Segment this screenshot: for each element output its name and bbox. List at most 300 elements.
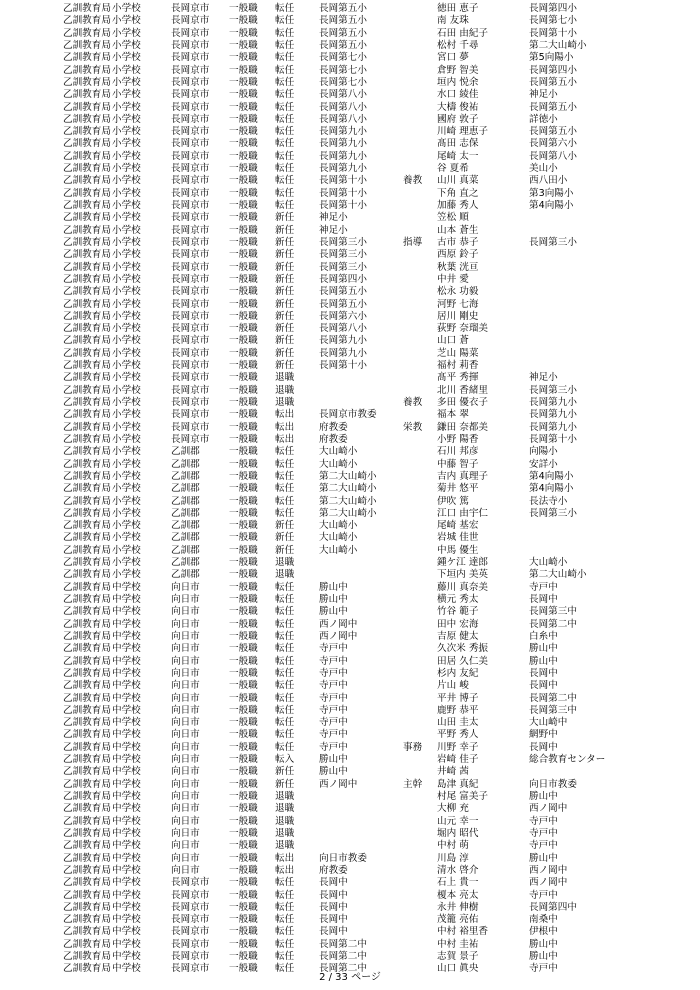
cell-name: 山口 蒼	[437, 335, 469, 347]
cell-job-class: 一般職	[229, 200, 258, 211]
cell-role: 事務	[403, 741, 423, 753]
cell-bureau: 乙訓教育局	[63, 606, 111, 618]
cell-new-school: 長岡第二中	[319, 963, 367, 975]
cell-bureau: 乙訓教育局	[63, 335, 111, 347]
cell-new-school: 勝山中	[319, 594, 348, 605]
cell-change-type: 転任	[275, 581, 295, 593]
cell-school-type: 中学校	[112, 630, 141, 642]
table-row	[0, 643, 700, 655]
table-row	[0, 249, 700, 261]
table-row	[0, 840, 700, 852]
cell-school-type: 中学校	[112, 766, 141, 778]
cell-new-school: 長岡第三小	[319, 236, 367, 248]
cell-job-class: 一般職	[229, 914, 258, 926]
cell-school-type: 中学校	[112, 680, 141, 692]
cell-municipality: 長岡京市	[171, 323, 210, 335]
table-row	[0, 446, 700, 458]
cell-change-type: 退職	[275, 815, 295, 827]
cell-change-type: 新任	[275, 298, 295, 310]
cell-municipality: 向日市	[171, 815, 200, 827]
cell-job-class: 一般職	[229, 15, 258, 27]
cell-name: 下角 直之	[437, 187, 479, 199]
table-row	[0, 348, 700, 360]
cell-previous-school: 長岡第三小	[529, 384, 577, 396]
cell-job-class: 一般職	[229, 126, 258, 138]
table-row	[0, 28, 700, 40]
cell-change-type: 新任	[275, 323, 295, 335]
cell-municipality: 向日市	[171, 827, 200, 839]
cell-new-school: 府教委	[319, 433, 348, 445]
cell-role: 養教	[403, 175, 423, 187]
table-row	[0, 729, 700, 741]
cell-change-type: 転任	[275, 483, 295, 495]
cell-municipality: 長岡京市	[171, 3, 210, 14]
cell-previous-school: 長法寺小	[529, 495, 568, 507]
cell-school-type: 小学校	[112, 150, 141, 162]
cell-job-class: 一般職	[229, 520, 258, 532]
cell-change-type: 新任	[275, 286, 295, 298]
cell-bureau: 乙訓教育局	[63, 692, 111, 704]
cell-previous-school: 伊根中	[529, 926, 558, 938]
cell-bureau: 乙訓教育局	[63, 594, 111, 605]
cell-role: 主幹	[403, 778, 423, 790]
cell-bureau: 乙訓教育局	[63, 261, 111, 273]
cell-school-type: 小学校	[112, 397, 141, 408]
cell-change-type: 転任	[275, 200, 295, 211]
cell-previous-school: 勝山中	[529, 655, 558, 667]
cell-new-school: 長岡第八小	[319, 323, 367, 335]
cell-municipality: 向日市	[171, 803, 200, 815]
cell-municipality: 長岡京市	[171, 963, 210, 975]
cell-previous-school: 総合教育センター	[529, 754, 606, 766]
cell-job-class: 一般職	[229, 150, 258, 162]
cell-role: 養教	[403, 397, 423, 408]
cell-name: 谷 夏希	[437, 163, 469, 175]
cell-new-school: 長岡第二中	[319, 938, 367, 950]
cell-bureau: 乙訓教育局	[63, 889, 111, 901]
cell-municipality: 長岡京市	[171, 224, 210, 236]
cell-job-class: 一般職	[229, 630, 258, 642]
page-number: 2 / 33 ページ	[319, 972, 381, 983]
personnel-table	[0, 3, 700, 976]
cell-job-class: 一般職	[229, 544, 258, 556]
cell-previous-school: 長岡第三中	[529, 606, 577, 618]
cell-job-class: 一般職	[229, 175, 258, 187]
cell-name: 江口 由宇仁	[437, 507, 489, 519]
cell-municipality: 長岡京市	[171, 52, 210, 64]
cell-name: 大柳 充	[437, 803, 469, 815]
cell-bureau: 乙訓教育局	[63, 187, 111, 199]
cell-municipality: 向日市	[171, 655, 200, 667]
cell-previous-school: 寺戸中	[529, 581, 558, 593]
cell-previous-school: 長岡第二中	[529, 692, 577, 704]
cell-bureau: 乙訓教育局	[63, 741, 111, 753]
cell-job-class: 一般職	[229, 643, 258, 655]
cell-change-type: 転任	[275, 89, 295, 101]
cell-previous-school: 長岡第九小	[529, 409, 577, 421]
cell-school-type: 中学校	[112, 594, 141, 605]
cell-previous-school: 寺戸中	[529, 815, 558, 827]
cell-change-type: 退職	[275, 397, 295, 408]
table-row	[0, 569, 700, 581]
table-row	[0, 914, 700, 926]
table-row	[0, 557, 700, 569]
cell-name: 山川 真菜	[437, 175, 479, 187]
cell-new-school: 長岡第十小	[319, 360, 367, 372]
cell-change-type: 転任	[275, 704, 295, 716]
cell-job-class: 一般職	[229, 840, 258, 852]
cell-change-type: 転任	[275, 667, 295, 679]
cell-school-type: 小学校	[112, 15, 141, 27]
table-row	[0, 409, 700, 421]
cell-municipality: 乙訓郡	[171, 446, 200, 458]
table-row	[0, 372, 700, 384]
cell-municipality: 長岡京市	[171, 126, 210, 138]
cell-job-class: 一般職	[229, 347, 258, 359]
cell-name: 岩城 佳世	[437, 532, 479, 544]
cell-bureau: 乙訓教育局	[63, 618, 111, 630]
cell-bureau: 乙訓教育局	[63, 236, 111, 248]
cell-name: 中村 圭祐	[437, 938, 479, 950]
cell-new-school: 寺戸中	[319, 655, 348, 667]
cell-job-class: 一般職	[229, 470, 258, 482]
cell-change-type: 転任	[275, 3, 295, 14]
table-row	[0, 188, 700, 200]
cell-previous-school: 第二大山崎小	[529, 569, 587, 581]
cell-municipality: 乙訓郡	[171, 507, 200, 519]
cell-school-type: 小学校	[112, 372, 141, 384]
cell-new-school: 長岡京市教委	[319, 409, 377, 421]
cell-name: 髙平 秀揮	[437, 372, 479, 384]
table-row	[0, 828, 700, 840]
cell-job-class: 一般職	[229, 507, 258, 519]
cell-school-type: 中学校	[112, 754, 141, 766]
cell-job-class: 一般職	[229, 421, 258, 433]
cell-bureau: 乙訓教育局	[63, 581, 111, 593]
cell-job-class: 一般職	[229, 113, 258, 125]
cell-bureau: 乙訓教育局	[63, 138, 111, 150]
table-row	[0, 102, 700, 114]
table-row	[0, 582, 700, 594]
cell-name: 芝山 陽菜	[437, 347, 479, 359]
cell-bureau: 乙訓教育局	[63, 212, 111, 224]
cell-change-type: 転任	[275, 52, 295, 64]
cell-new-school: 長岡中	[319, 901, 348, 913]
cell-job-class: 一般職	[229, 458, 258, 470]
cell-previous-school: 長岡第十小	[529, 433, 577, 445]
cell-new-school: 西ノ岡中	[319, 778, 358, 790]
cell-change-type: 退職	[275, 840, 295, 852]
table-row	[0, 865, 700, 877]
cell-municipality: 長岡京市	[171, 76, 210, 88]
cell-job-class: 一般職	[229, 557, 258, 569]
cell-job-class: 一般職	[229, 298, 258, 310]
cell-change-type: 転任	[275, 889, 295, 901]
cell-change-type: 転任	[275, 741, 295, 753]
table-row	[0, 459, 700, 471]
cell-previous-school: 第3向陽小	[529, 187, 574, 199]
cell-change-type: 退職	[275, 827, 295, 839]
cell-job-class: 一般職	[229, 803, 258, 815]
cell-bureau: 乙訓教育局	[63, 64, 111, 76]
table-row	[0, 606, 700, 618]
cell-municipality: 乙訓郡	[171, 495, 200, 507]
cell-job-class: 一般職	[229, 138, 258, 150]
cell-school-type: 中学校	[112, 938, 141, 950]
cell-change-type: 転任	[275, 187, 295, 199]
cell-municipality: 長岡京市	[171, 249, 210, 261]
cell-name: 山本 蒼生	[437, 224, 479, 236]
cell-name: 古市 恭子	[437, 236, 479, 248]
cell-job-class: 一般職	[229, 101, 258, 113]
cell-municipality: 長岡京市	[171, 89, 210, 101]
cell-change-type: 転出	[275, 421, 295, 433]
cell-name: 川野 幸子	[437, 741, 479, 753]
cell-change-type: 転任	[275, 76, 295, 88]
cell-job-class: 一般職	[229, 667, 258, 679]
cell-bureau: 乙訓教育局	[63, 778, 111, 790]
cell-municipality: 長岡京市	[171, 421, 210, 433]
table-row	[0, 323, 700, 335]
table-row	[0, 926, 700, 938]
cell-change-type: 新任	[275, 236, 295, 248]
cell-change-type: 転任	[275, 113, 295, 125]
cell-municipality: 長岡京市	[171, 914, 210, 926]
cell-municipality: 乙訓郡	[171, 532, 200, 544]
cell-new-school: 長岡第五小	[319, 3, 367, 14]
cell-change-type: 転任	[275, 877, 295, 889]
cell-previous-school: 長岡第八小	[529, 150, 577, 162]
cell-bureau: 乙訓教育局	[63, 569, 111, 581]
cell-new-school: 長岡中	[319, 889, 348, 901]
cell-name: 石川 邦彦	[437, 446, 479, 458]
cell-bureau: 乙訓教育局	[63, 667, 111, 679]
cell-previous-school: 第5向陽小	[529, 52, 574, 64]
cell-municipality: 長岡京市	[171, 298, 210, 310]
cell-school-type: 中学校	[112, 643, 141, 655]
cell-change-type: 転出	[275, 409, 295, 421]
cell-school-type: 小学校	[112, 557, 141, 569]
cell-previous-school: 長岡第九小	[529, 421, 577, 433]
cell-previous-school: 勝山中	[529, 643, 558, 655]
table-row	[0, 742, 700, 754]
cell-name: 南 友珠	[437, 15, 469, 27]
cell-bureau: 乙訓教育局	[63, 384, 111, 396]
cell-new-school: 神足小	[319, 212, 348, 224]
cell-bureau: 乙訓教育局	[63, 200, 111, 211]
cell-bureau: 乙訓教育局	[63, 310, 111, 322]
table-row	[0, 705, 700, 717]
cell-school-type: 小学校	[112, 126, 141, 138]
cell-municipality: 長岡京市	[171, 39, 210, 51]
cell-name: 中井 愛	[437, 273, 469, 285]
cell-bureau: 乙訓教育局	[63, 643, 111, 655]
cell-school-type: 小学校	[112, 347, 141, 359]
cell-previous-school: 西ノ岡中	[529, 877, 568, 889]
cell-school-type: 小学校	[112, 409, 141, 421]
cell-previous-school: 寺戸中	[529, 827, 558, 839]
cell-change-type: 転任	[275, 126, 295, 138]
cell-previous-school: 寺戸中	[529, 963, 558, 975]
cell-municipality: 長岡京市	[171, 926, 210, 938]
cell-school-type: 中学校	[112, 717, 141, 729]
cell-new-school: 長岡第九小	[319, 335, 367, 347]
cell-job-class: 一般職	[229, 39, 258, 51]
cell-name: 山口 眞央	[437, 963, 479, 975]
cell-change-type: 新任	[275, 273, 295, 285]
cell-change-type: 転任	[275, 458, 295, 470]
cell-municipality: 長岡京市	[171, 938, 210, 950]
cell-school-type: 中学校	[112, 852, 141, 864]
cell-new-school: 寺戸中	[319, 692, 348, 704]
cell-school-type: 小学校	[112, 27, 141, 39]
table-row	[0, 668, 700, 680]
cell-name: 水口 綾佳	[437, 89, 479, 101]
cell-bureau: 乙訓教育局	[63, 754, 111, 766]
cell-job-class: 一般職	[229, 446, 258, 458]
cell-municipality: 長岡京市	[171, 163, 210, 175]
cell-name: 島津 真紀	[437, 778, 479, 790]
cell-municipality: 長岡京市	[171, 360, 210, 372]
cell-municipality: 向日市	[171, 667, 200, 679]
table-row	[0, 816, 700, 828]
cell-previous-school: 寺戸中	[529, 840, 558, 852]
cell-change-type: 転任	[275, 64, 295, 76]
cell-new-school: 長岡第三小	[319, 249, 367, 261]
cell-bureau: 乙訓教育局	[63, 914, 111, 926]
table-row	[0, 471, 700, 483]
cell-school-type: 小学校	[112, 212, 141, 224]
cell-change-type: 転入	[275, 754, 295, 766]
cell-role: 指導	[403, 236, 423, 248]
cell-bureau: 乙訓教育局	[63, 557, 111, 569]
table-row	[0, 15, 700, 27]
cell-municipality: 長岡京市	[171, 877, 210, 889]
cell-bureau: 乙訓教育局	[63, 76, 111, 88]
cell-change-type: 転任	[275, 951, 295, 963]
cell-bureau: 乙訓教育局	[63, 655, 111, 667]
cell-new-school: 府教委	[319, 421, 348, 433]
cell-bureau: 乙訓教育局	[63, 113, 111, 125]
cell-bureau: 乙訓教育局	[63, 951, 111, 963]
cell-change-type: 転任	[275, 618, 295, 630]
cell-bureau: 乙訓教育局	[63, 901, 111, 913]
cell-job-class: 一般職	[229, 889, 258, 901]
cell-bureau: 乙訓教育局	[63, 446, 111, 458]
cell-school-type: 小学校	[112, 446, 141, 458]
cell-municipality: 乙訓郡	[171, 569, 200, 581]
cell-job-class: 一般職	[229, 926, 258, 938]
cell-new-school: 寺戸中	[319, 729, 348, 741]
cell-previous-school: 安詳小	[529, 458, 558, 470]
table-row	[0, 754, 700, 766]
cell-municipality: 乙訓郡	[171, 483, 200, 495]
cell-name: 鎌田 奈都美	[437, 421, 489, 433]
cell-name: 居川 剛史	[437, 310, 479, 322]
cell-new-school: 神足小	[319, 224, 348, 236]
cell-school-type: 中学校	[112, 581, 141, 593]
cell-new-school: 大山崎小	[319, 446, 358, 458]
cell-new-school: 長岡第九小	[319, 150, 367, 162]
cell-municipality: 長岡京市	[171, 273, 210, 285]
table-row	[0, 237, 700, 249]
cell-school-type: 小学校	[112, 64, 141, 76]
cell-bureau: 乙訓教育局	[63, 840, 111, 852]
cell-name: 石田 由紀子	[437, 27, 489, 39]
cell-change-type: 新任	[275, 532, 295, 544]
cell-name: 吉原 健太	[437, 630, 479, 642]
cell-name: 井崎 茜	[437, 766, 469, 778]
cell-change-type: 転任	[275, 446, 295, 458]
cell-municipality: 長岡京市	[171, 384, 210, 396]
cell-new-school: 勝山中	[319, 754, 348, 766]
cell-previous-school: 長岡第二中	[529, 618, 577, 630]
table-row	[0, 262, 700, 274]
cell-municipality: 長岡京市	[171, 236, 210, 248]
cell-municipality: 長岡京市	[171, 15, 210, 27]
cell-job-class: 一般職	[229, 76, 258, 88]
cell-school-type: 小学校	[112, 520, 141, 532]
cell-name: 笠松 順	[437, 212, 469, 224]
table-row	[0, 890, 700, 902]
cell-previous-school: 長岡中	[529, 594, 558, 605]
cell-municipality: 長岡京市	[171, 101, 210, 113]
cell-new-school: 大山崎小	[319, 458, 358, 470]
cell-school-type: 中学校	[112, 803, 141, 815]
cell-school-type: 小学校	[112, 360, 141, 372]
cell-name: 加藤 秀人	[437, 200, 479, 211]
cell-change-type: 転任	[275, 655, 295, 667]
cell-change-type: 転任	[275, 729, 295, 741]
cell-bureau: 乙訓教育局	[63, 544, 111, 556]
cell-bureau: 乙訓教育局	[63, 101, 111, 113]
cell-new-school: 長岡第三小	[319, 261, 367, 273]
cell-bureau: 乙訓教育局	[63, 150, 111, 162]
table-row	[0, 360, 700, 372]
cell-municipality: 向日市	[171, 864, 200, 876]
cell-job-class: 一般職	[229, 741, 258, 753]
cell-new-school: 長岡第二中	[319, 951, 367, 963]
cell-school-type: 小学校	[112, 286, 141, 298]
cell-school-type: 小学校	[112, 273, 141, 285]
cell-name: 清水 啓介	[437, 864, 479, 876]
cell-new-school: 寺戸中	[319, 667, 348, 679]
cell-previous-school: 美山小	[529, 163, 558, 175]
cell-name: 茂籠 亮佑	[437, 914, 479, 926]
cell-name: 横元 秀太	[437, 594, 479, 605]
cell-school-type: 小学校	[112, 3, 141, 14]
cell-bureau: 乙訓教育局	[63, 323, 111, 335]
cell-change-type: 新任	[275, 360, 295, 372]
table-row	[0, 631, 700, 643]
cell-change-type: 転任	[275, 101, 295, 113]
cell-name: 平野 秀人	[437, 729, 479, 741]
cell-municipality: 長岡京市	[171, 310, 210, 322]
cell-change-type: 転出	[275, 864, 295, 876]
cell-school-type: 中学校	[112, 901, 141, 913]
cell-job-class: 一般職	[229, 397, 258, 408]
cell-new-school: 長岡第五小	[319, 298, 367, 310]
cell-school-type: 小学校	[112, 495, 141, 507]
cell-school-type: 小学校	[112, 261, 141, 273]
cell-school-type: 中学校	[112, 667, 141, 679]
cell-new-school: 大山崎小	[319, 532, 358, 544]
cell-bureau: 乙訓教育局	[63, 864, 111, 876]
cell-job-class: 一般職	[229, 581, 258, 593]
cell-name: 伊吹 篤	[437, 495, 469, 507]
cell-municipality: 向日市	[171, 717, 200, 729]
cell-bureau: 乙訓教育局	[63, 126, 111, 138]
